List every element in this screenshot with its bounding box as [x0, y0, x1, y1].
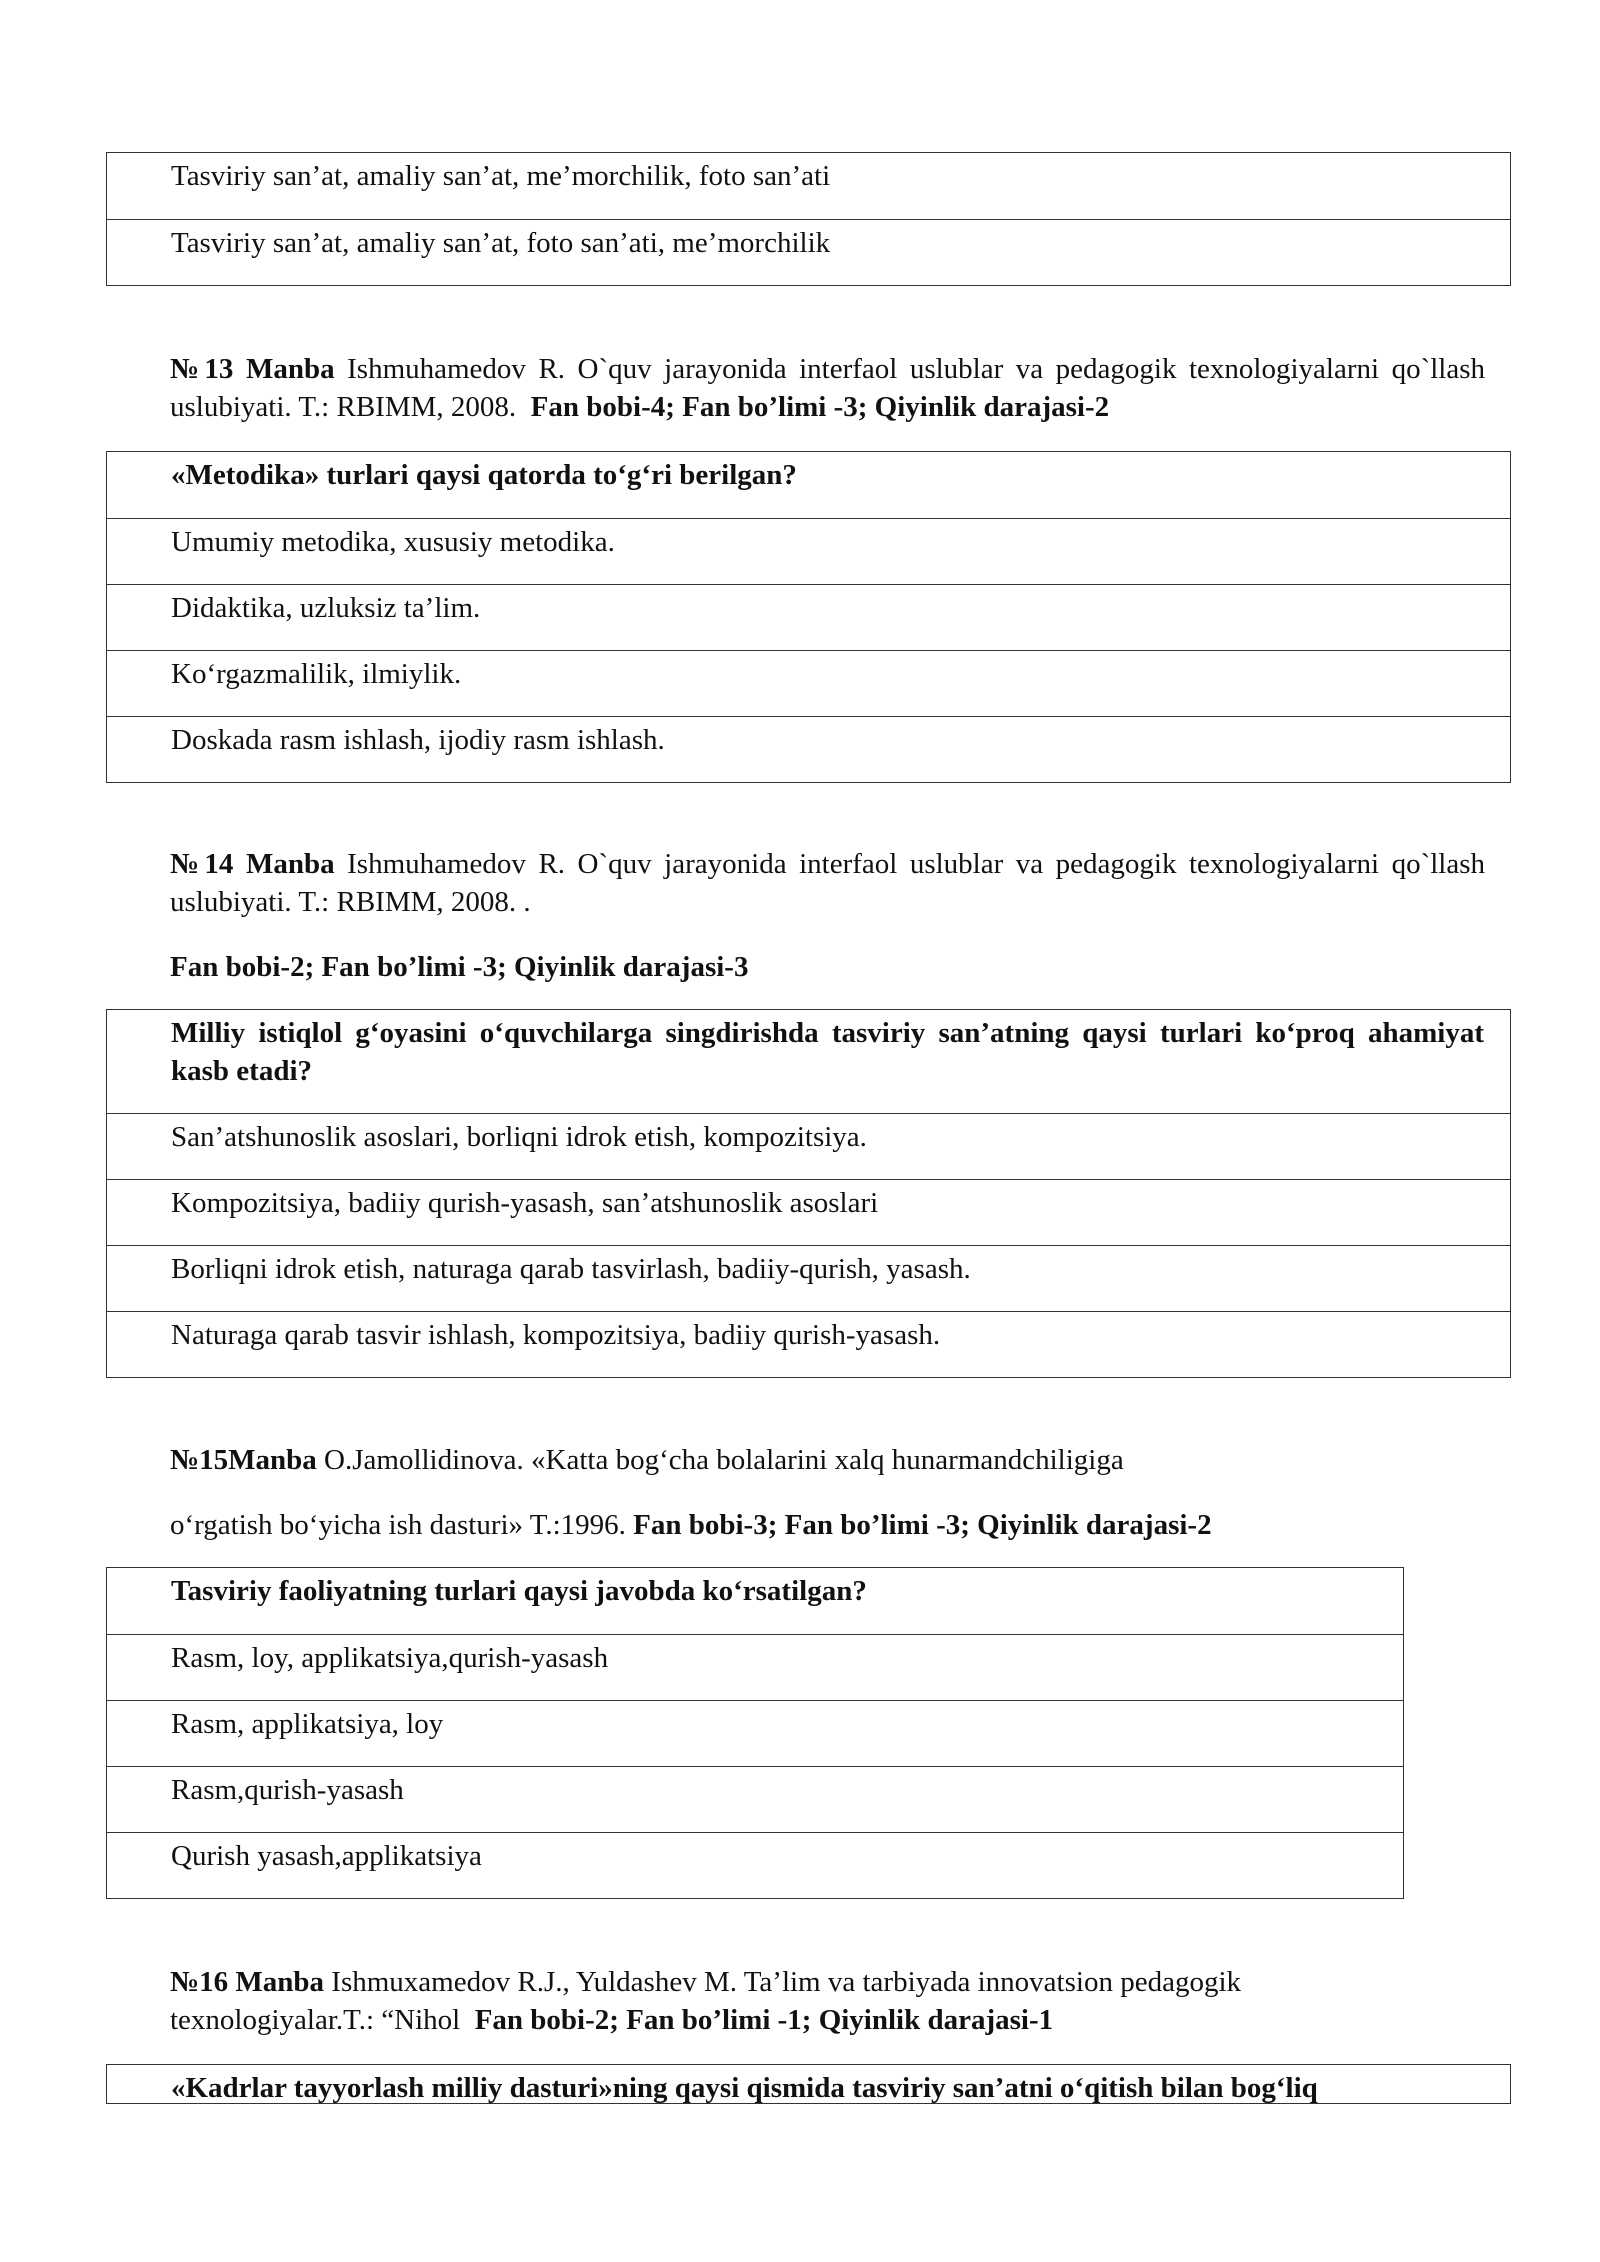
source-text: O.Jamollidinova. «Katta bog‘cha bolalarini xalq hunarmandchiligiga — [324, 1444, 1124, 1476]
question-15-table — [106, 1567, 1404, 1899]
question-13-table — [106, 451, 1511, 783]
question-14-meta: Fan bobi-2; Fan bo’limi -3; Qiyinlik darajasi-3 — [170, 951, 749, 983]
manba-label: Manba — [245, 848, 335, 880]
answer-row: Qurish yasash,applikatsiya — [107, 1832, 1403, 1898]
answer-table-prev — [106, 152, 1511, 286]
source-text: Ishmuhamedov R. O`quv jarayonida interfaol uslublar va pedagogik texnologiyalarni qo`llash uslubiyati. T.: RBIMM, 2008. . — [170, 848, 1486, 918]
question-16-table — [106, 2064, 1511, 2104]
question-15-source-line2 — [170, 1506, 1485, 1544]
question-15-source-line1 — [170, 1441, 1485, 1479]
question-number: №14 — [170, 848, 234, 880]
answer-row: Doskada rasm ishlash, ijodiy rasm ishlash. — [107, 716, 1510, 782]
answer-row: Tasviriy san’at, amaliy san’at, me’morchilik, foto san’ati — [171, 160, 831, 192]
question-text: «Kadrlar tayyorlash milliy dasturi»ning qaysi qismida tasviriy san’atni o‘qitish bilan bog‘liq — [171, 2072, 1318, 2103]
answer-row: Umumiy metodika, xususiy metodika. — [107, 518, 1510, 584]
answer-row: Rasm, loy, applikatsiya,qurish-yasash — [107, 1634, 1403, 1700]
answer-row: Kompozitsiya, badiiy qurish-yasash, san’atshunoslik asoslari — [107, 1179, 1510, 1245]
manba-label: Manba — [245, 353, 335, 385]
answer-row: Tasviriy san’at, amaliy san’at, foto san’ati, me’morchilik — [107, 219, 1510, 285]
question-number: №15Manba — [170, 1444, 317, 1476]
answer-row: Rasm,qurish-yasash — [107, 1766, 1403, 1832]
answer-row: Ko‘rgazmalilik, ilmiylik. — [107, 650, 1510, 716]
meta-text: Fan bobi-4; Fan bo’limi -3; Qiyinlik darajasi-2 — [530, 391, 1110, 423]
answer-row: Borliqni idrok etish, naturaga qarab tasvirlash, badiiy-qurish, yasash. — [107, 1245, 1510, 1311]
question-number: №16 — [170, 1966, 229, 1998]
answer-row: Naturaga qarab tasvir ishlash, kompozitsiya, badiiy qurish-yasash. — [107, 1311, 1510, 1377]
question-14-source — [170, 845, 1485, 921]
source-text: Ishmuxamedov R.J., Yuldashev M. Ta’lim va tarbiyada innovatsion pedagogik texnologiyalar.T.: “Nihol — [170, 1966, 1242, 2036]
answer-row: Didaktika, uzluksiz ta’lim. — [107, 584, 1510, 650]
question-13-source — [170, 350, 1485, 426]
manba-label: Manba — [235, 1966, 325, 1998]
question-14-table — [106, 1009, 1511, 1378]
answer-row: San’atshunoslik asoslari, borliqni idrok etish, kompozitsiya. — [107, 1113, 1510, 1179]
question-number: №13 — [170, 353, 234, 385]
source-text: o‘rgatish bo‘yicha ish dasturi» T.:1996. — [170, 1509, 626, 1541]
meta-text: Fan bobi-2; Fan bo’limi -1; Qiyinlik darajasi-1 — [474, 2004, 1054, 2036]
question-text: Tasviriy faoliyatning turlari qaysi javobda ko‘rsatilgan? — [171, 1575, 867, 1607]
answer-row: Rasm, applikatsiya, loy — [107, 1700, 1403, 1766]
source-text: Ishmuhamedov R. O`quv jarayonida interfaol uslublar va pedagogik texnologiyalarni qo`llash uslubiyati. T.: RBIMM, 2008. — [170, 353, 1486, 423]
meta-text: Fan bobi-3; Fan bo’limi -3; Qiyinlik darajasi-2 — [633, 1509, 1212, 1541]
question-text: Milliy istiqlol g‘oyasini o‘quvchilarga singdirishda tasviriy san’atning qaysi turlari ko‘proq ahamiyat kasb etadi? — [171, 1017, 1484, 1087]
question-16-source — [170, 1963, 1440, 2039]
question-text: «Metodika» turlari qaysi qatorda to‘g‘ri berilgan? — [171, 459, 797, 491]
